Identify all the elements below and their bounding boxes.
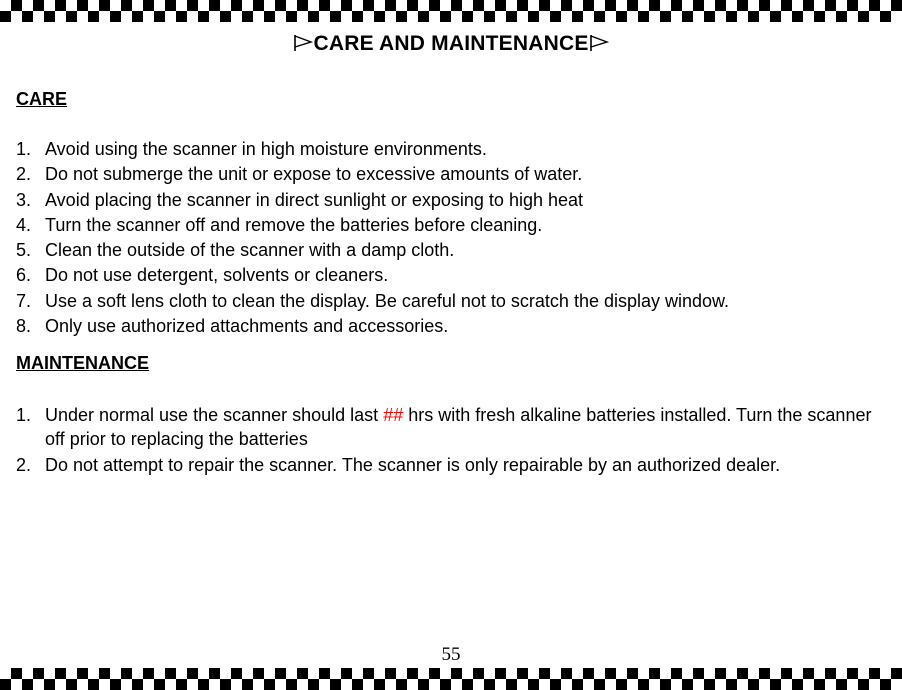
maintenance-list xyxy=(16,403,876,477)
list-number: 2. xyxy=(16,455,32,475)
list-number: 4. xyxy=(16,214,32,235)
list-number: 5. xyxy=(16,240,32,261)
list-item-text: Under normal use the scanner should last xyxy=(45,405,384,425)
list-item xyxy=(16,314,876,339)
list-item xyxy=(16,137,876,162)
list-item-text: Turn the scanner off and remove the batteries before cleaning. xyxy=(45,214,543,235)
list-item xyxy=(16,213,876,238)
battery-hours-placeholder: ## xyxy=(383,405,404,425)
list-number: 8. xyxy=(16,316,32,337)
page-title xyxy=(0,32,902,56)
list-item xyxy=(16,238,876,263)
page-title-text: CARE AND MAINTENANCE xyxy=(313,32,589,55)
page-number: 55 xyxy=(441,644,461,665)
flag-icon xyxy=(589,34,609,52)
list-item xyxy=(16,263,876,288)
list-item-text: Only use authorized attachments and accessories. xyxy=(45,316,449,337)
list-item-text: Do not submerge the unit or expose to excessive amounts of water. xyxy=(45,164,583,185)
checkered-border-bottom xyxy=(0,668,902,690)
list-number: 3. xyxy=(16,189,32,210)
list-number: 1. xyxy=(16,139,32,159)
list-item xyxy=(16,453,865,477)
list-number: 6. xyxy=(16,265,32,286)
list-item-text: hrs with fresh alkaline batteries installed. Turn the scanner off prior to replacing the batteries xyxy=(45,405,872,449)
list-item-text: Avoid using the scanner in high moisture environments. xyxy=(45,139,487,159)
list-item xyxy=(16,188,876,213)
flag-icon xyxy=(293,34,313,52)
list-item-text: Do not use detergent, solvents or cleaners. xyxy=(45,265,389,286)
list-item xyxy=(16,289,876,314)
care-heading: CARE xyxy=(16,89,68,109)
list-number: 1. xyxy=(16,405,32,425)
list-item xyxy=(16,403,876,451)
list-number: 7. xyxy=(16,290,32,311)
list-item xyxy=(16,162,876,187)
list-item-text: Do not attempt to repair the scanner. The scanner is only repairable by an authorized dealer. xyxy=(45,455,781,475)
care-list xyxy=(16,137,876,339)
list-item-text: Use a soft lens cloth to clean the display. Be careful not to scratch the display window. xyxy=(45,290,730,311)
maintenance-heading: MAINTENANCE xyxy=(16,353,149,373)
list-item-text: Clean the outside of the scanner with a damp cloth. xyxy=(45,240,455,261)
list-number: 2. xyxy=(16,164,32,185)
list-item-text: Avoid placing the scanner in direct sunlight or exposing to high heat xyxy=(45,189,584,210)
checkered-border-top xyxy=(0,0,902,22)
